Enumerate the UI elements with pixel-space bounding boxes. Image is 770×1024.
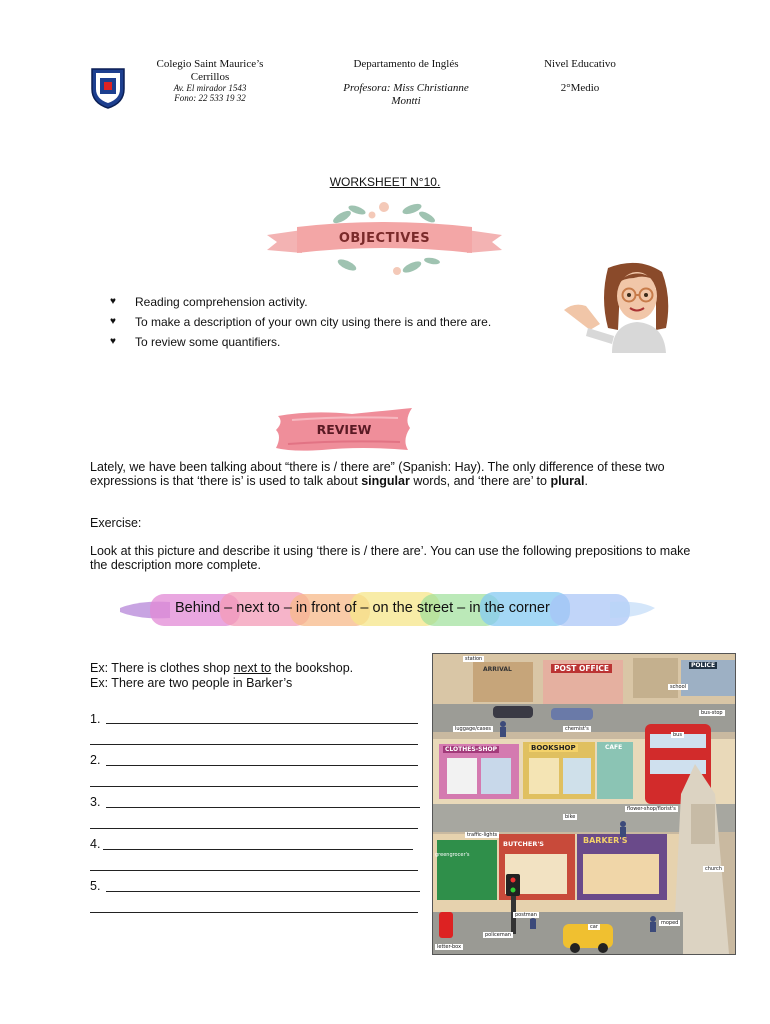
picture-label-cafe: CAFE [605,744,623,751]
example-1-pre: Ex: There is clothes shop [90,661,234,675]
department-title: Departamento de Inglés [353,58,459,70]
picture-label-policeman: policeman [485,932,511,938]
answer-line[interactable] [90,828,418,829]
picture-label-traffic-lights: traffic-lights [467,832,498,838]
list-item [110,332,491,352]
heart-icon: ♥ [110,316,116,327]
answer-line[interactable] [90,786,418,787]
list-item [110,312,491,332]
answer-line[interactable] [106,765,418,766]
picture-label-luggage: luggage/cases [455,726,492,732]
answer-number-3: 3. [90,795,101,809]
school-address: Av. El mirador 1543 [173,83,247,93]
review-text-part2: words, and ‘there are’ to [409,474,551,488]
answer-line[interactable] [90,870,418,871]
answer-line[interactable] [90,912,418,913]
answer-number-4: 4. [90,837,101,851]
school-town: Cerrillos [190,71,230,83]
picture-label-station: station [465,656,483,662]
objectives-list [110,292,491,352]
objectives-banner-text: OBJECTIVES [338,231,431,246]
answer-line[interactable] [106,891,420,892]
review-text-part1: Lately, we have been talking about “there is / there are” (Spanish: Hay). The only difference of these two expressions is that ‘there is’ is used to talk about [90,460,665,488]
heart-icon: ♥ [110,296,116,307]
answer-line[interactable] [90,744,418,745]
review-bold-singular: singular [361,474,410,488]
objective-text: Reading comprehension activity. [135,295,308,309]
objectives-banner [262,195,507,285]
answer-number-5: 5. [90,879,101,893]
teacher-name-line1: Profesora: Miss Christianne [343,82,469,94]
review-bold-plural: plural [550,474,585,488]
example-1-post: the bookshop. [271,661,354,675]
picture-label-flower-shop: flower-shop/florist's [627,806,676,812]
review-paragraph [90,460,690,488]
prepositions-text: Behind – next to – in front of – on the street – in the corner [175,600,550,616]
answer-line[interactable] [106,723,418,724]
example-1-underlined: next to [233,661,272,675]
picture-label-car: car [590,924,598,930]
review-banner-text: REVIEW [316,422,372,437]
school-phone: Fono: 22 533 19 32 [174,93,246,103]
review-banner [272,406,416,454]
exercise-label: Exercise: [90,516,142,530]
example-2: Ex: There are two people in Barker’s [90,676,293,690]
picture-label-arrival: ARRIVAL [483,666,512,673]
picture-label-postman: postman [515,912,537,918]
picture-label-chemist: chemist's [565,726,589,732]
example-1 [90,661,353,675]
picture-label-church: church [705,866,722,872]
picture-label-greengrocer: greengrocer's [435,852,470,858]
picture-label-bookshop: BOOKSHOP [531,744,576,752]
picture-label-school: school [670,684,687,690]
picture-label-post-office: POST OFFICE [551,664,612,673]
worksheet-title: WORKSHEET N°10. [329,175,441,189]
exercise-instructions: Look at this picture and describe it using ‘there is / there are’. You can use the following prepositions to make the description more complete. [90,544,691,572]
town-picture [432,653,736,955]
school-crest [90,65,126,109]
teacher-avatar [560,258,680,353]
picture-label-bus: bus [673,732,682,738]
answer-line[interactable] [106,807,420,808]
level-label: Nivel Educativo [544,58,616,70]
picture-label-clothes-shop: CLOTHES-SHOP [445,746,497,753]
teacher-name-line2: Montti [391,95,421,107]
answer-number-1: 1. [90,712,101,726]
list-item [110,292,491,312]
picture-label-barker: BARKER'S [583,836,628,845]
picture-label-letter-box: letter-box [437,944,462,950]
picture-label-bike: bike [565,814,576,820]
level-value: 2°Medio [560,82,600,94]
objective-text: To review some quantifiers. [135,335,281,349]
school-name: Colegio Saint Maurice’s [156,58,264,70]
picture-label-bus-stop: bus-stop [701,710,723,716]
picture-label-moped: moped [661,920,679,926]
picture-label-police: POLICE [691,662,716,669]
review-text-part3: . [584,474,588,488]
heart-icon: ♥ [110,336,116,347]
answer-line[interactable] [103,849,413,850]
objective-text: To make a description of your own city using there is and there are. [135,315,492,329]
picture-label-butcher: BUTCHER'S [503,840,544,848]
answer-number-2: 2. [90,753,101,767]
